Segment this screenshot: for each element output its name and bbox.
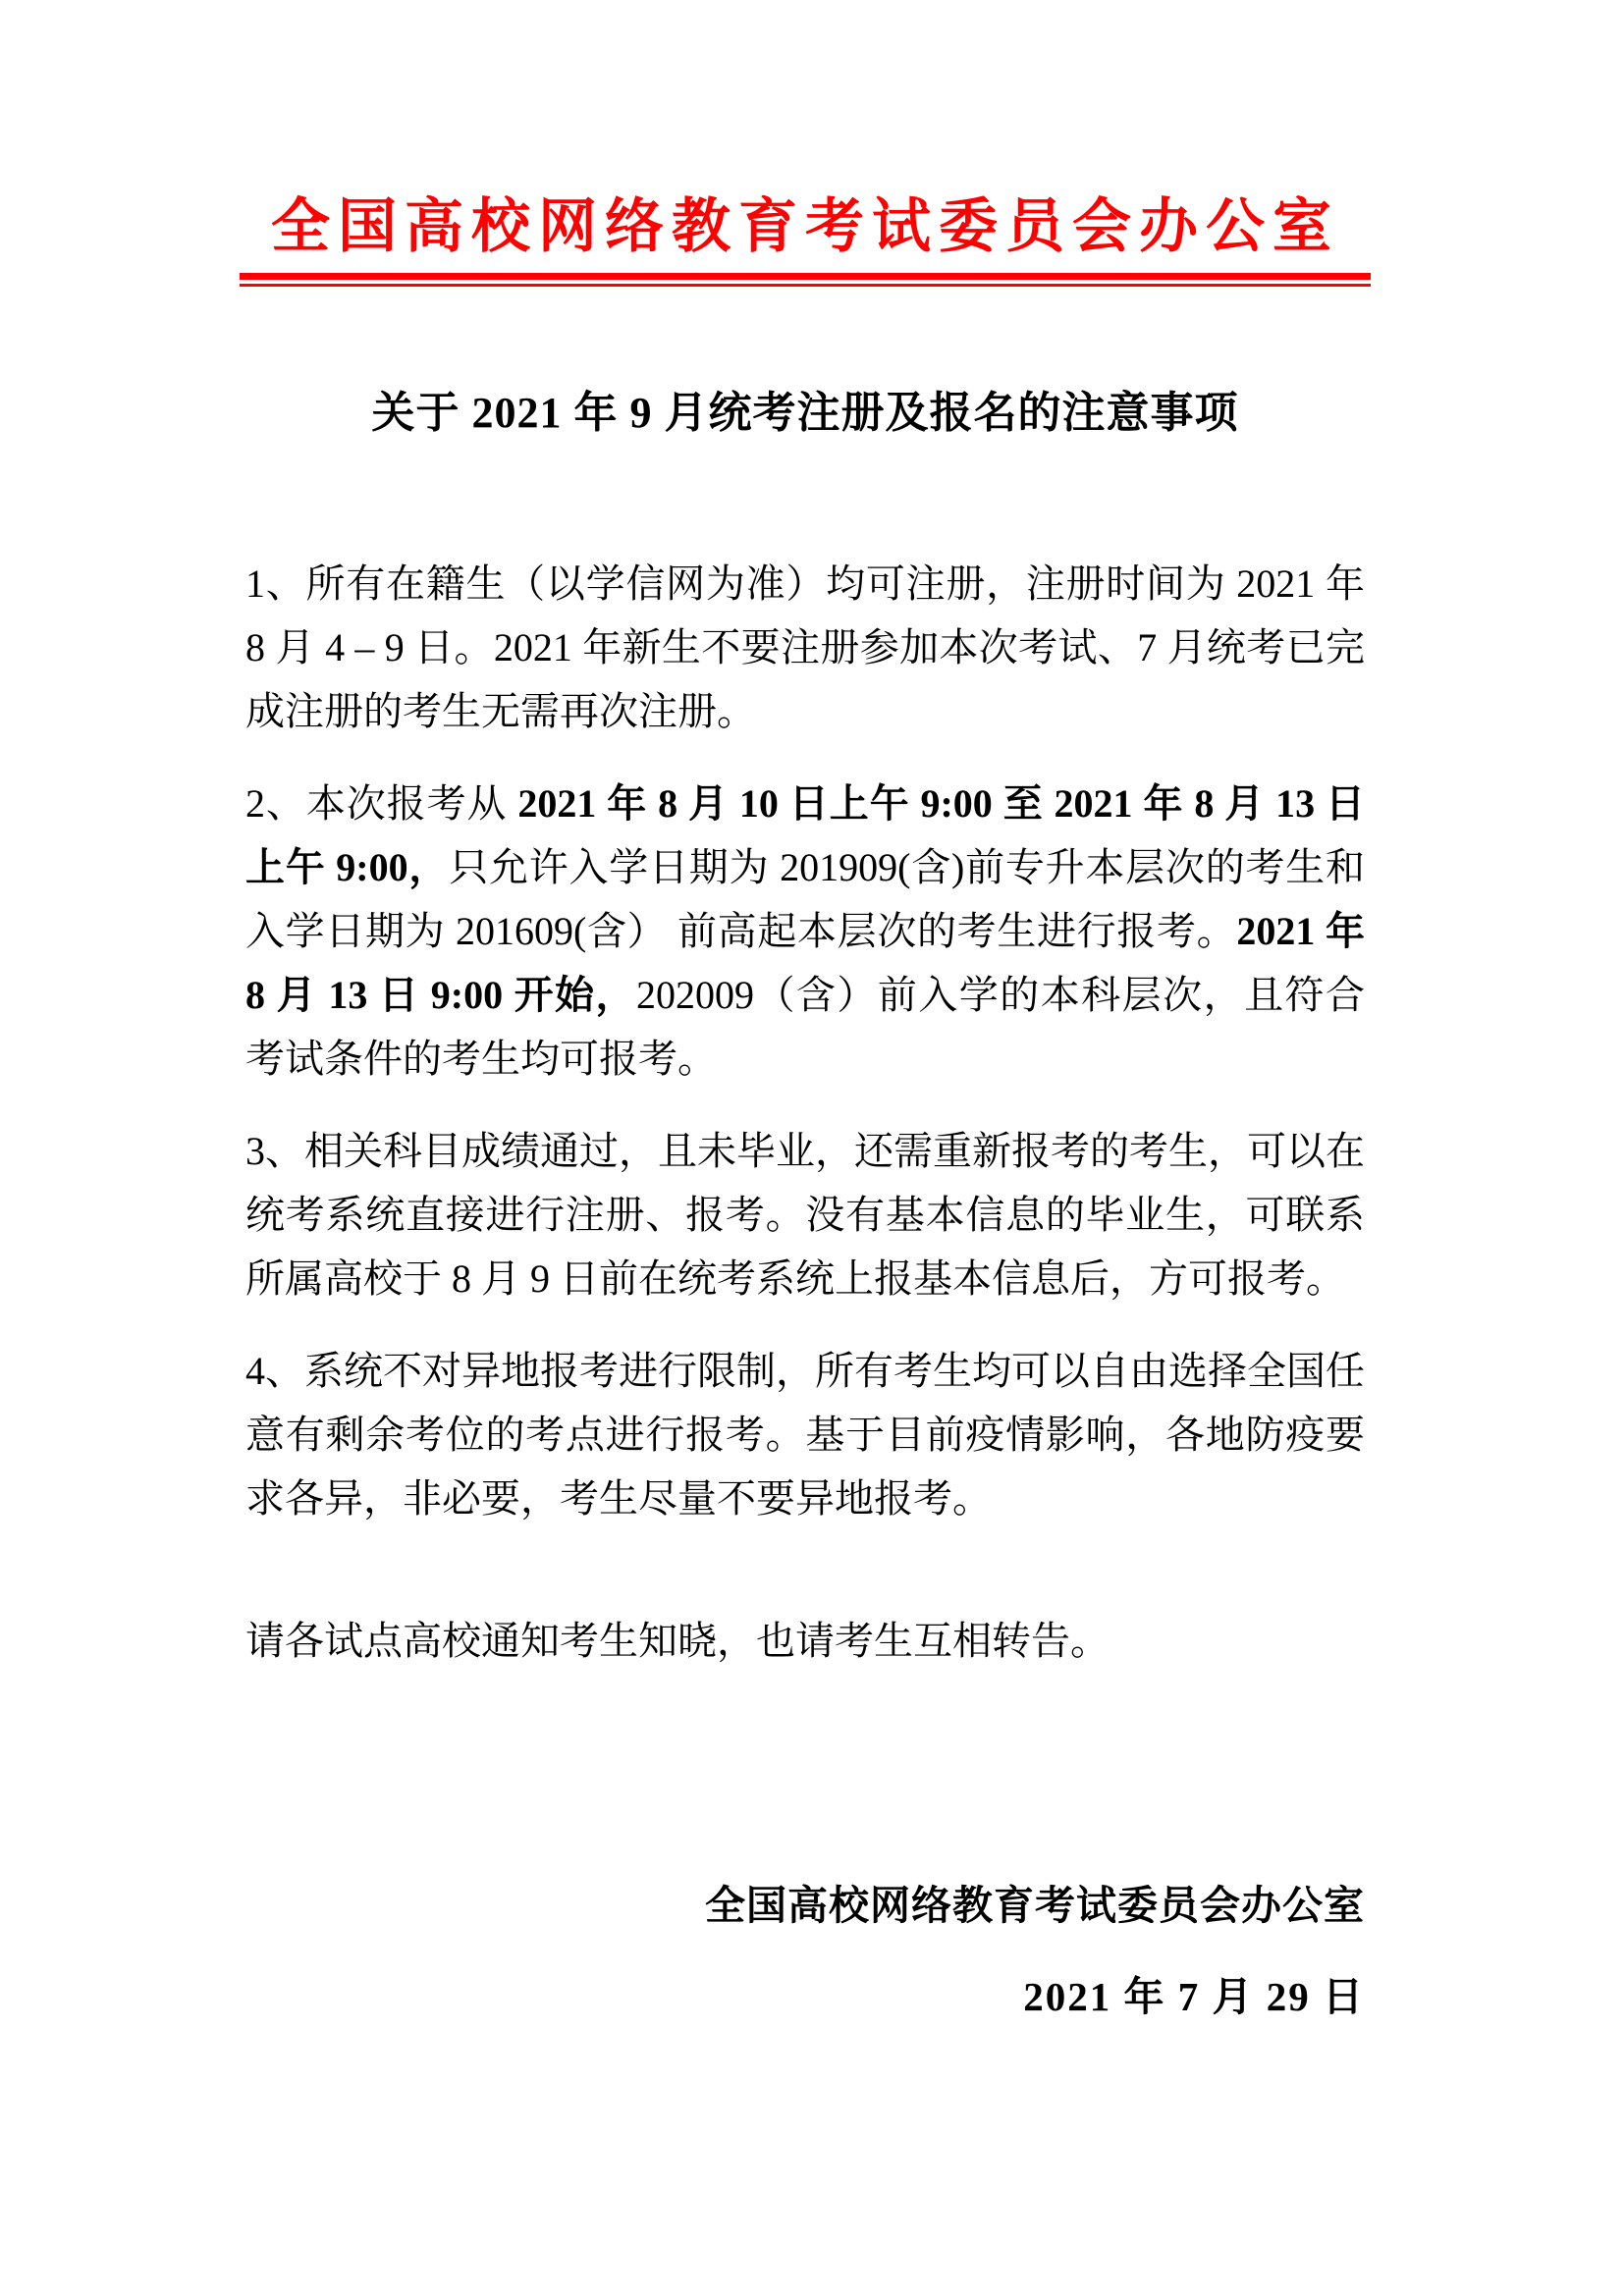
signature-office: 全国高校网络教育考试委员会办公室 xyxy=(705,1883,1365,1928)
letterhead-double-rule xyxy=(240,273,1371,287)
notice-paragraph-1: 1、所有在籍生（以学信网为准）均可注册，注册时间为 2021 年 8 月 4 – 9 日。2021 年新生不要注册参加本次考试、7 月统考已完成注册的考生无需再次注册。 xyxy=(245,561,1365,733)
document-content xyxy=(245,0,1365,2029)
notice-paragraph-3: 3、相关科目成绩通过，且未毕业，还需重新报考的考生，可以在统考系统直接进行注册、报考。没有基本信息的毕业生，可联系所属高校于 8 月 9 日前在统考系统上报基本信息后，方可报考。 xyxy=(245,1129,1365,1301)
letterhead-title: 全国高校网络教育考试委员会办公室 xyxy=(271,193,1339,259)
closing-line: 请各试点高校通知考生知晓，也请考生互相转告。 xyxy=(245,1619,1110,1663)
notice-paragraph-2: 2、本次报考从 2021 年 8 月 10 日上午 9:00 至 2021 年 8 月 13 日上午 9:00，只允许入学日期为 201909(含)前专升本层次的考生和入学日期为 201609(含） 前高起本层次的考生进行报考。2021 年 8 月 13 日 9:00 开始，202009（含）前入学的本科层次，且符合考试条件的考生均可报考。 xyxy=(245,781,1366,1081)
notice-subject-title: 关于 2021 年 9 月统考注册及报名的注意事项 xyxy=(371,389,1239,437)
notice-body xyxy=(245,552,1365,1530)
signature-date: 2021 年 7 月 29 日 xyxy=(1023,1974,1365,2019)
notice-paragraph-4: 4、系统不对异地报考进行限制，所有考生均可以自由选择全国任意有剩余考位的考点进行报考。基于目前疫情影响，各地防疫要求各异，非必要，考生尽量不要异地报考。 xyxy=(245,1349,1365,1521)
